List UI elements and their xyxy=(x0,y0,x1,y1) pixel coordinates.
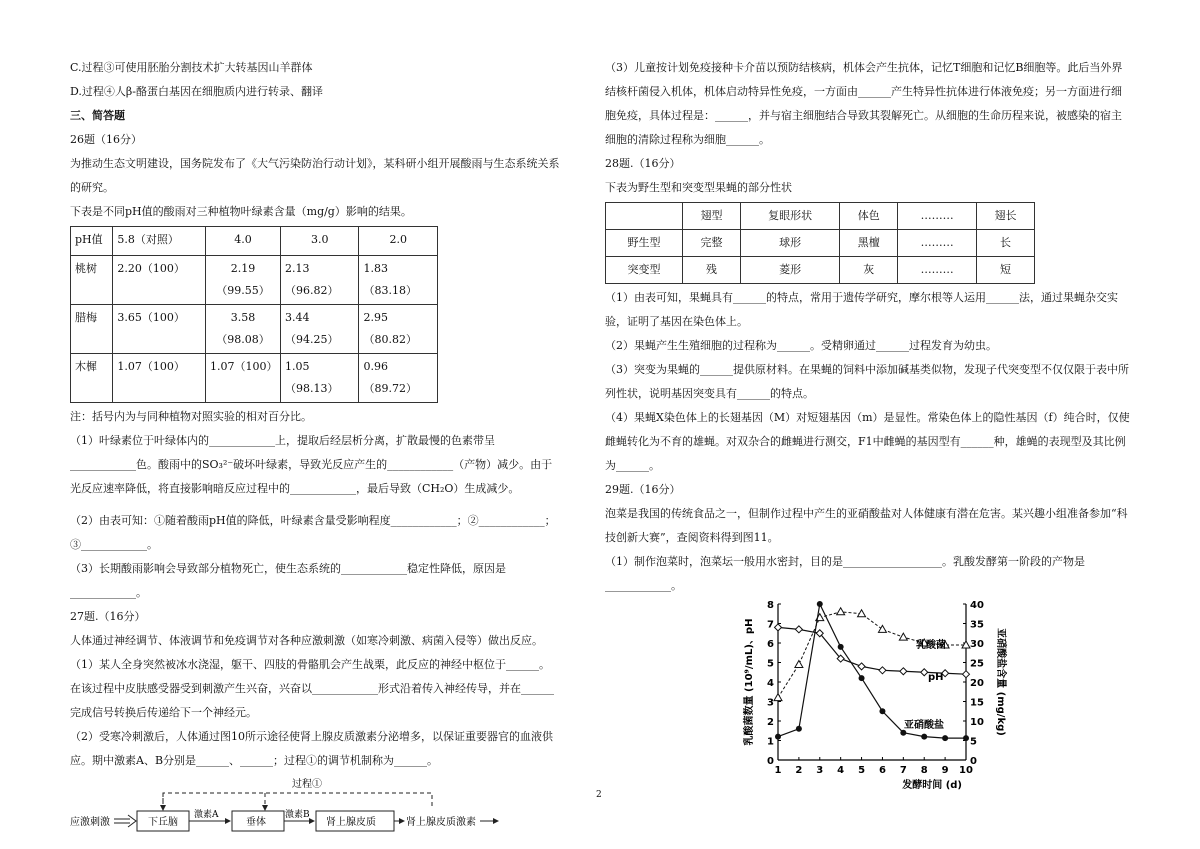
q29-part1: （1）制作泡菜时，泡菜坛一般用水密封，目的是__________________。乳酸发酵第一阶段的产物是____________。 xyxy=(605,555,1085,592)
left-tick-label: 5 xyxy=(767,658,774,670)
q27-part2: （2）受寒冷刺激后，人体通过图10所示途径使肾上腺皮质激素分泌增多，以保证重要器官的血液供应。期中激素A、B分别是______、______；过程①的调节机制称为______。 xyxy=(70,730,553,767)
data-point xyxy=(963,735,969,741)
hormone-b-label: 激素B xyxy=(285,810,310,820)
question-29-title: 29题.（16分） xyxy=(605,483,681,496)
left-tick-label: 4 xyxy=(767,678,774,689)
data-point xyxy=(878,625,886,632)
data-point xyxy=(879,667,886,674)
table-cell: 木樨 xyxy=(71,354,113,403)
table-header-cell: 体色 xyxy=(840,203,898,230)
x-tick-label: 1 xyxy=(774,765,782,776)
table-header-cell xyxy=(606,203,683,230)
question-26-title: 26题（16分） xyxy=(70,133,142,146)
data-point xyxy=(795,660,803,667)
figure-10-flowchart xyxy=(70,775,510,833)
table-note: 注：括号内为与同种植物对照实验的相对百分比。 xyxy=(70,410,312,423)
right-axis-title: 亚硝酸盐含量 (mg/kg) xyxy=(995,628,1006,736)
data-point xyxy=(837,608,845,615)
table-cell: 短 xyxy=(976,257,1034,284)
hypothalamus-label: 下丘脑 xyxy=(148,817,178,828)
left-axis-title: 乳酸菌数量 (10⁹/mL)、pH xyxy=(744,618,755,746)
data-point xyxy=(858,663,865,670)
left-tick-label: 2 xyxy=(767,717,774,728)
table-row xyxy=(71,354,438,403)
q28-part1: （1）由表可知，果蝇具有______的特点，常用于遗传学研究，摩尔根等人运用______法，通过果蝇杂交实验，证明了基因在染色体上。 xyxy=(605,291,1118,328)
right-tick-label: 30 xyxy=(970,639,984,650)
section-heading: 三、简答题 xyxy=(70,109,125,122)
table-cell: 桃树 xyxy=(71,256,113,305)
x-tick-label: 7 xyxy=(899,765,907,776)
option-d: D.过程④人β-酪蛋白基因在细胞质内进行转录、翻译 xyxy=(70,85,323,98)
table-cell: 黑檀 xyxy=(840,230,898,257)
left-tick-label: 0 xyxy=(767,756,774,767)
table-cell: ……… xyxy=(898,257,977,284)
q27-part3: （3）儿童按计划免疫接种卡介苗以预防结核病，机体会产生抗体，记忆T细胞和记忆B细胞等。此后当外界结核杆菌侵入机体，机体启动特异性免疫，一方面由______产生特异性抗体进行体液免疫；另一方面进行细胞免疫，具体过程是：______，并与宿主细胞结合导致其裂解死亡。从细胞的生命历程来说，被感染的宿主细胞的清除过程称为细胞______。 xyxy=(605,61,1123,146)
page-number: 2 xyxy=(596,790,602,800)
adrenal-cortex-label: 肾上腺皮质 xyxy=(326,817,376,828)
data-point xyxy=(900,668,907,675)
table-cell: 完整 xyxy=(683,230,741,257)
x-tick-label: 2 xyxy=(795,765,803,776)
right-tick-label: 35 xyxy=(970,619,984,631)
table-header-cell: ……… xyxy=(898,203,977,230)
x-tick-label: 4 xyxy=(837,765,845,776)
table-header-cell: 翅长 xyxy=(976,203,1034,230)
table-cell: 1.07（100） xyxy=(205,354,280,403)
figure-11-chart xyxy=(738,594,1010,794)
left-tick-label: 6 xyxy=(767,639,774,650)
question-28-title: 28题.（16分） xyxy=(605,157,681,170)
right-tick-label: 20 xyxy=(970,678,984,689)
table-cell: 菱形 xyxy=(741,257,840,284)
left-tick-label: 3 xyxy=(767,697,774,709)
table-cell: ……… xyxy=(898,230,977,257)
table-cell: 残 xyxy=(683,257,741,284)
table-header-row xyxy=(71,227,438,256)
q28-part3: （3）突变为果蝇的______提供原材料。在果蝇的饲料中添加碱基类似物，发现子代突变型不仅仅限于表中所列性状，说明基因突变具有______的特点。 xyxy=(605,363,1129,400)
table-header-cell: 翅型 xyxy=(683,203,741,230)
left-tick-label: 8 xyxy=(767,600,774,611)
q26-part3: （3）长期酸雨影响会导致部分植物死亡，使生态系统的____________稳定性降低，原因是____________。 xyxy=(70,562,506,599)
q28-part4: （4）果蝇X染色体上的长翅基因（M）对短翅基因（m）是显性。常染色体上的隐性基因（f）纯合时，仅使雌蝇转化为不育的雄蝇。对双杂合的雌蝇进行测交，F1中雌蝇的基因型有______种，雄蝇的表现型及其比例为______。 xyxy=(605,411,1130,472)
table-cell: 球形 xyxy=(741,230,840,257)
q26-part2: （2）由表可知：①随着酸雨pH值的降低，叶绿素含量受影响程度____________；②____________；③____________。 xyxy=(70,514,556,551)
right-column xyxy=(605,56,1130,598)
table-cell: 2.19（99.55） xyxy=(205,256,280,305)
table-cell: 1.05（98.13） xyxy=(280,354,358,403)
table-cell: 腊梅 xyxy=(71,305,113,354)
x-axis-title: 发酵时间 (d) xyxy=(902,780,962,791)
question-29-intro: 泡菜是我国的传统食品之一，但制作过程中产生的亚硝酸盐对人体健康有潜在危害。某兴趣小组准备参加“科技创新大赛”，查阅资料得到图11。 xyxy=(605,507,1128,544)
question-26-intro: 为推动生态文明建设，国务院发布了《大气污染防治行动计划》，某科研小组开展酸雨与生态系统关系的研究。 xyxy=(70,157,560,194)
data-point xyxy=(796,726,802,732)
q27-part1: （1）某人全身突然被冰水浇湿，躯干、四肢的骨骼肌会产生战栗，此反应的神经中枢位于______。在该过程中皮肤感受器受到刺激产生兴奋，兴奋以____________形式沿着传入神经传导，并在______完成信号转换后传递给下一个神经元。 xyxy=(70,658,554,719)
fruit-fly-traits-table xyxy=(605,202,1035,284)
table-cell: 灰 xyxy=(840,257,898,284)
data-point xyxy=(859,675,865,681)
option-c: C.过程③可使用胚胎分割技术扩大转基因山羊群体 xyxy=(70,61,313,74)
data-point xyxy=(838,644,844,650)
q28-part2: （2）果蝇产生生殖细胞的过程称为______。受精卵通过______过程发育为幼虫。 xyxy=(605,339,997,352)
table-row xyxy=(71,256,438,305)
table-header-cell: 2.0 xyxy=(359,227,438,256)
series-label: pH xyxy=(928,672,944,683)
corticosteroid-label: 肾上腺皮质激素 xyxy=(406,817,476,828)
stress-stimulus-label: 应激刺激 xyxy=(70,817,110,828)
right-tick-label: 5 xyxy=(970,736,977,748)
table-row xyxy=(606,230,1035,257)
right-tick-label: 40 xyxy=(970,600,984,611)
data-point xyxy=(795,626,802,633)
x-tick-label: 5 xyxy=(858,765,866,776)
q26-part1: （1）叶绿素位于叶绿体内的____________上，提取后经层析分离，扩散最慢的色素带呈____________色。酸雨中的SO₃²⁻破坏叶绿素，导致光反应产生的____________（产物）减少。由于光反应速率降低，将直接影响暗反应过程中的____________，最后导致（CH₂O）生成减少。 xyxy=(70,434,553,495)
right-tick-label: 0 xyxy=(970,756,977,767)
series-label: 乳酸菌 xyxy=(916,640,946,651)
data-point xyxy=(879,708,885,714)
table-header-cell: 4.0 xyxy=(205,227,280,256)
data-point xyxy=(899,633,907,640)
table-cell: 2.13（96.82） xyxy=(280,256,358,305)
table-header-cell: 复眼形状 xyxy=(741,203,840,230)
x-tick-label: 9 xyxy=(941,765,949,776)
data-point xyxy=(775,624,782,631)
data-point xyxy=(942,735,948,741)
right-tick-label: 10 xyxy=(970,717,984,728)
question-27-intro: 人体通过神经调节、体液调节和免疫调节对各种应激刺激（如寒冷刺激、病菌入侵等）做出反应。 xyxy=(70,634,543,647)
right-tick-label: 15 xyxy=(970,697,984,709)
left-tick-label: 1 xyxy=(767,736,774,748)
x-tick-label: 6 xyxy=(878,765,886,776)
question-27-title: 27题.（16分） xyxy=(70,610,146,623)
table-row xyxy=(71,305,438,354)
table-header-cell: 5.8（对照） xyxy=(113,227,206,256)
table-cell: 2.20（100） xyxy=(113,256,206,305)
table-cell: 3.44（94.25） xyxy=(280,305,358,354)
table-cell: 长 xyxy=(976,230,1034,257)
pituitary-label: 垂体 xyxy=(246,817,266,828)
table-cell: 突变型 xyxy=(606,257,683,284)
table-header-row xyxy=(606,203,1035,230)
series-label: 亚硝酸盐 xyxy=(904,720,944,731)
hormone-a-label: 激素A xyxy=(194,810,219,820)
table2-caption: 下表为野生型和突变型果蝇的部分性状 xyxy=(605,181,792,194)
x-tick-label: 8 xyxy=(920,765,928,776)
left-column xyxy=(70,56,560,836)
chlorophyll-table xyxy=(70,226,438,403)
left-tick-label: 7 xyxy=(767,619,774,631)
right-tick-label: 25 xyxy=(970,658,984,670)
data-point xyxy=(921,669,928,676)
table-row xyxy=(606,257,1035,284)
x-tick-label: 10 xyxy=(959,765,973,776)
data-point xyxy=(817,601,823,607)
table-cell: 1.83（83.18） xyxy=(359,256,438,305)
table-header-cell: pH值 xyxy=(71,227,113,256)
table-header-cell: 3.0 xyxy=(280,227,358,256)
data-point xyxy=(775,734,781,740)
x-tick-label: 3 xyxy=(816,765,824,776)
table-cell: 3.58（98.08） xyxy=(205,305,280,354)
data-point xyxy=(921,734,927,740)
process-1-label: 过程① xyxy=(292,779,322,790)
table-cell: 0.96（89.72） xyxy=(359,354,438,403)
data-point xyxy=(963,671,970,678)
data-point xyxy=(774,694,782,701)
table-cell: 1.07（100） xyxy=(113,354,206,403)
table-cell: 2.95（80.82） xyxy=(359,305,438,354)
table1-caption: 下表是不同pH值的酸雨对三种植物叶绿素含量（mg/g）影响的结果。 xyxy=(70,205,412,218)
table-cell: 野生型 xyxy=(606,230,683,257)
table-cell: 3.65（100） xyxy=(113,305,206,354)
